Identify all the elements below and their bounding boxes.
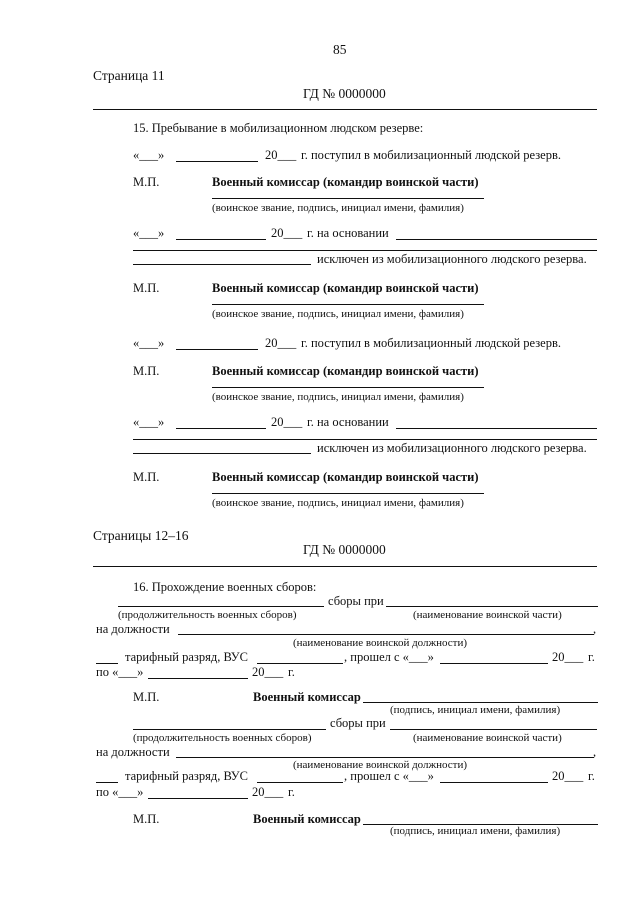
year-unit: г. [588,650,595,664]
signature-line[interactable] [212,493,484,494]
duration-caption: (продолжительность военных сборов) [118,609,297,621]
commissar-title: Военный комиссар (командир воинской части) [212,281,479,295]
signature-caption: (подпись, инициал имени, фамилия) [390,704,561,716]
header-rule [93,109,597,110]
tariff-text: тарифный разряд, ВУС [125,769,248,783]
tariff-line[interactable] [96,782,118,783]
basis-line[interactable] [396,428,597,429]
excluded-text: исключен из мобилизационного людского резерва. [317,441,587,455]
entered-text: г. поступил в мобилизационный людской резерв. [301,336,561,350]
date-month-line[interactable] [176,161,258,162]
date-year: 20___ [271,226,303,240]
from-month-line[interactable] [440,782,548,783]
basis-line-3[interactable] [133,453,311,454]
commissar-title: Военный комиссар (командир воинской части) [212,364,479,378]
duration-line[interactable] [133,729,326,730]
position-text: на должности [96,622,170,636]
commissar-title: Военный комиссар (командир воинской части) [212,470,479,484]
stamp-label: М.П. [133,175,160,189]
date-month-line[interactable] [176,349,258,350]
to-month-line[interactable] [148,798,248,799]
position-caption: (наименование воинской должности) [293,759,468,771]
from-year: 20___ [552,769,584,783]
position-text: на должности [96,745,170,759]
section-15-title: 15. Пребывание в мобилизационном людском резерве: [133,121,424,135]
to-year: 20___ [252,665,284,679]
comma: , [593,622,597,636]
document-number: ГД № 0000000 [303,86,386,101]
from-month-line[interactable] [440,663,548,664]
basis-line-3[interactable] [133,264,311,265]
signature-caption: (воинское звание, подпись, инициал имени, фамилия) [212,202,464,214]
unit-line[interactable] [386,606,598,607]
excluded-text: исключен из мобилизационного людского резерва. [317,252,587,266]
page-label: Страницы 12–16 [93,528,189,543]
to-year: 20___ [252,785,284,799]
signature-caption: (подпись, инициал имени, фамилия) [390,825,561,837]
stamp-label: М.П. [133,281,160,295]
comma: , [593,745,597,759]
unit-line[interactable] [390,729,597,730]
training-at-text: сборы при [330,716,386,730]
signature-caption: (воинское звание, подпись, инициал имени, фамилия) [212,391,464,403]
tariff-line[interactable] [96,663,118,664]
page-number: 85 [333,42,347,57]
commissar-title: Военный комиссар [253,690,361,704]
unit-caption: (наименование воинской части) [413,609,562,621]
duration-line[interactable] [118,606,324,607]
duration-caption: (продолжительность военных сборов) [133,732,312,744]
basis-text: г. на основании [307,226,389,240]
date-day: «___» [133,336,165,350]
date-month-line[interactable] [176,428,266,429]
year-unit: г. [288,665,295,679]
date-year: 20___ [265,336,297,350]
document-number: ГД № 0000000 [303,542,386,557]
stamp-label: М.П. [133,690,160,704]
basis-text: г. на основании [307,415,389,429]
to-month-line[interactable] [148,678,248,679]
date-day: «___» [133,226,165,240]
basis-line-2[interactable] [133,439,597,440]
date-year: 20___ [271,415,303,429]
stamp-label: М.П. [133,470,160,484]
signature-caption: (воинское звание, подпись, инициал имени, фамилия) [212,308,464,320]
stamp-label: М.П. [133,364,160,378]
entered-text: г. поступил в мобилизационный людской резерв. [301,148,561,162]
basis-line[interactable] [396,239,597,240]
position-line[interactable] [178,634,594,635]
page-label: Страница 11 [93,68,165,83]
section-16-title: 16. Прохождение военных сборов: [133,580,317,594]
to-day: по «___» [96,665,144,679]
passed-from-text: , прошел с «___» [344,650,434,664]
commissar-title: Военный комиссар (командир воинской части) [212,175,479,189]
to-day: по «___» [96,785,144,799]
signature-line[interactable] [212,198,484,199]
from-year: 20___ [552,650,584,664]
basis-line-2[interactable] [133,250,597,251]
year-unit: г. [288,785,295,799]
date-month-line[interactable] [176,239,266,240]
vus-line[interactable] [257,782,343,783]
signature-caption: (воинское звание, подпись, инициал имени, фамилия) [212,497,464,509]
vus-line[interactable] [257,663,343,664]
unit-caption: (наименование воинской части) [413,732,562,744]
year-unit: г. [588,769,595,783]
signature-line[interactable] [212,304,484,305]
signature-line[interactable] [212,387,484,388]
date-year: 20___ [265,148,297,162]
training-at-text: сборы при [328,594,384,608]
position-caption: (наименование воинской должности) [293,637,468,649]
passed-from-text: , прошел с «___» [344,769,434,783]
tariff-text: тарифный разряд, ВУС [125,650,248,664]
date-day: «___» [133,415,165,429]
date-day: «___» [133,148,165,162]
commissar-title: Военный комиссар [253,812,361,826]
stamp-label: М.П. [133,812,160,826]
header-rule [93,566,597,567]
